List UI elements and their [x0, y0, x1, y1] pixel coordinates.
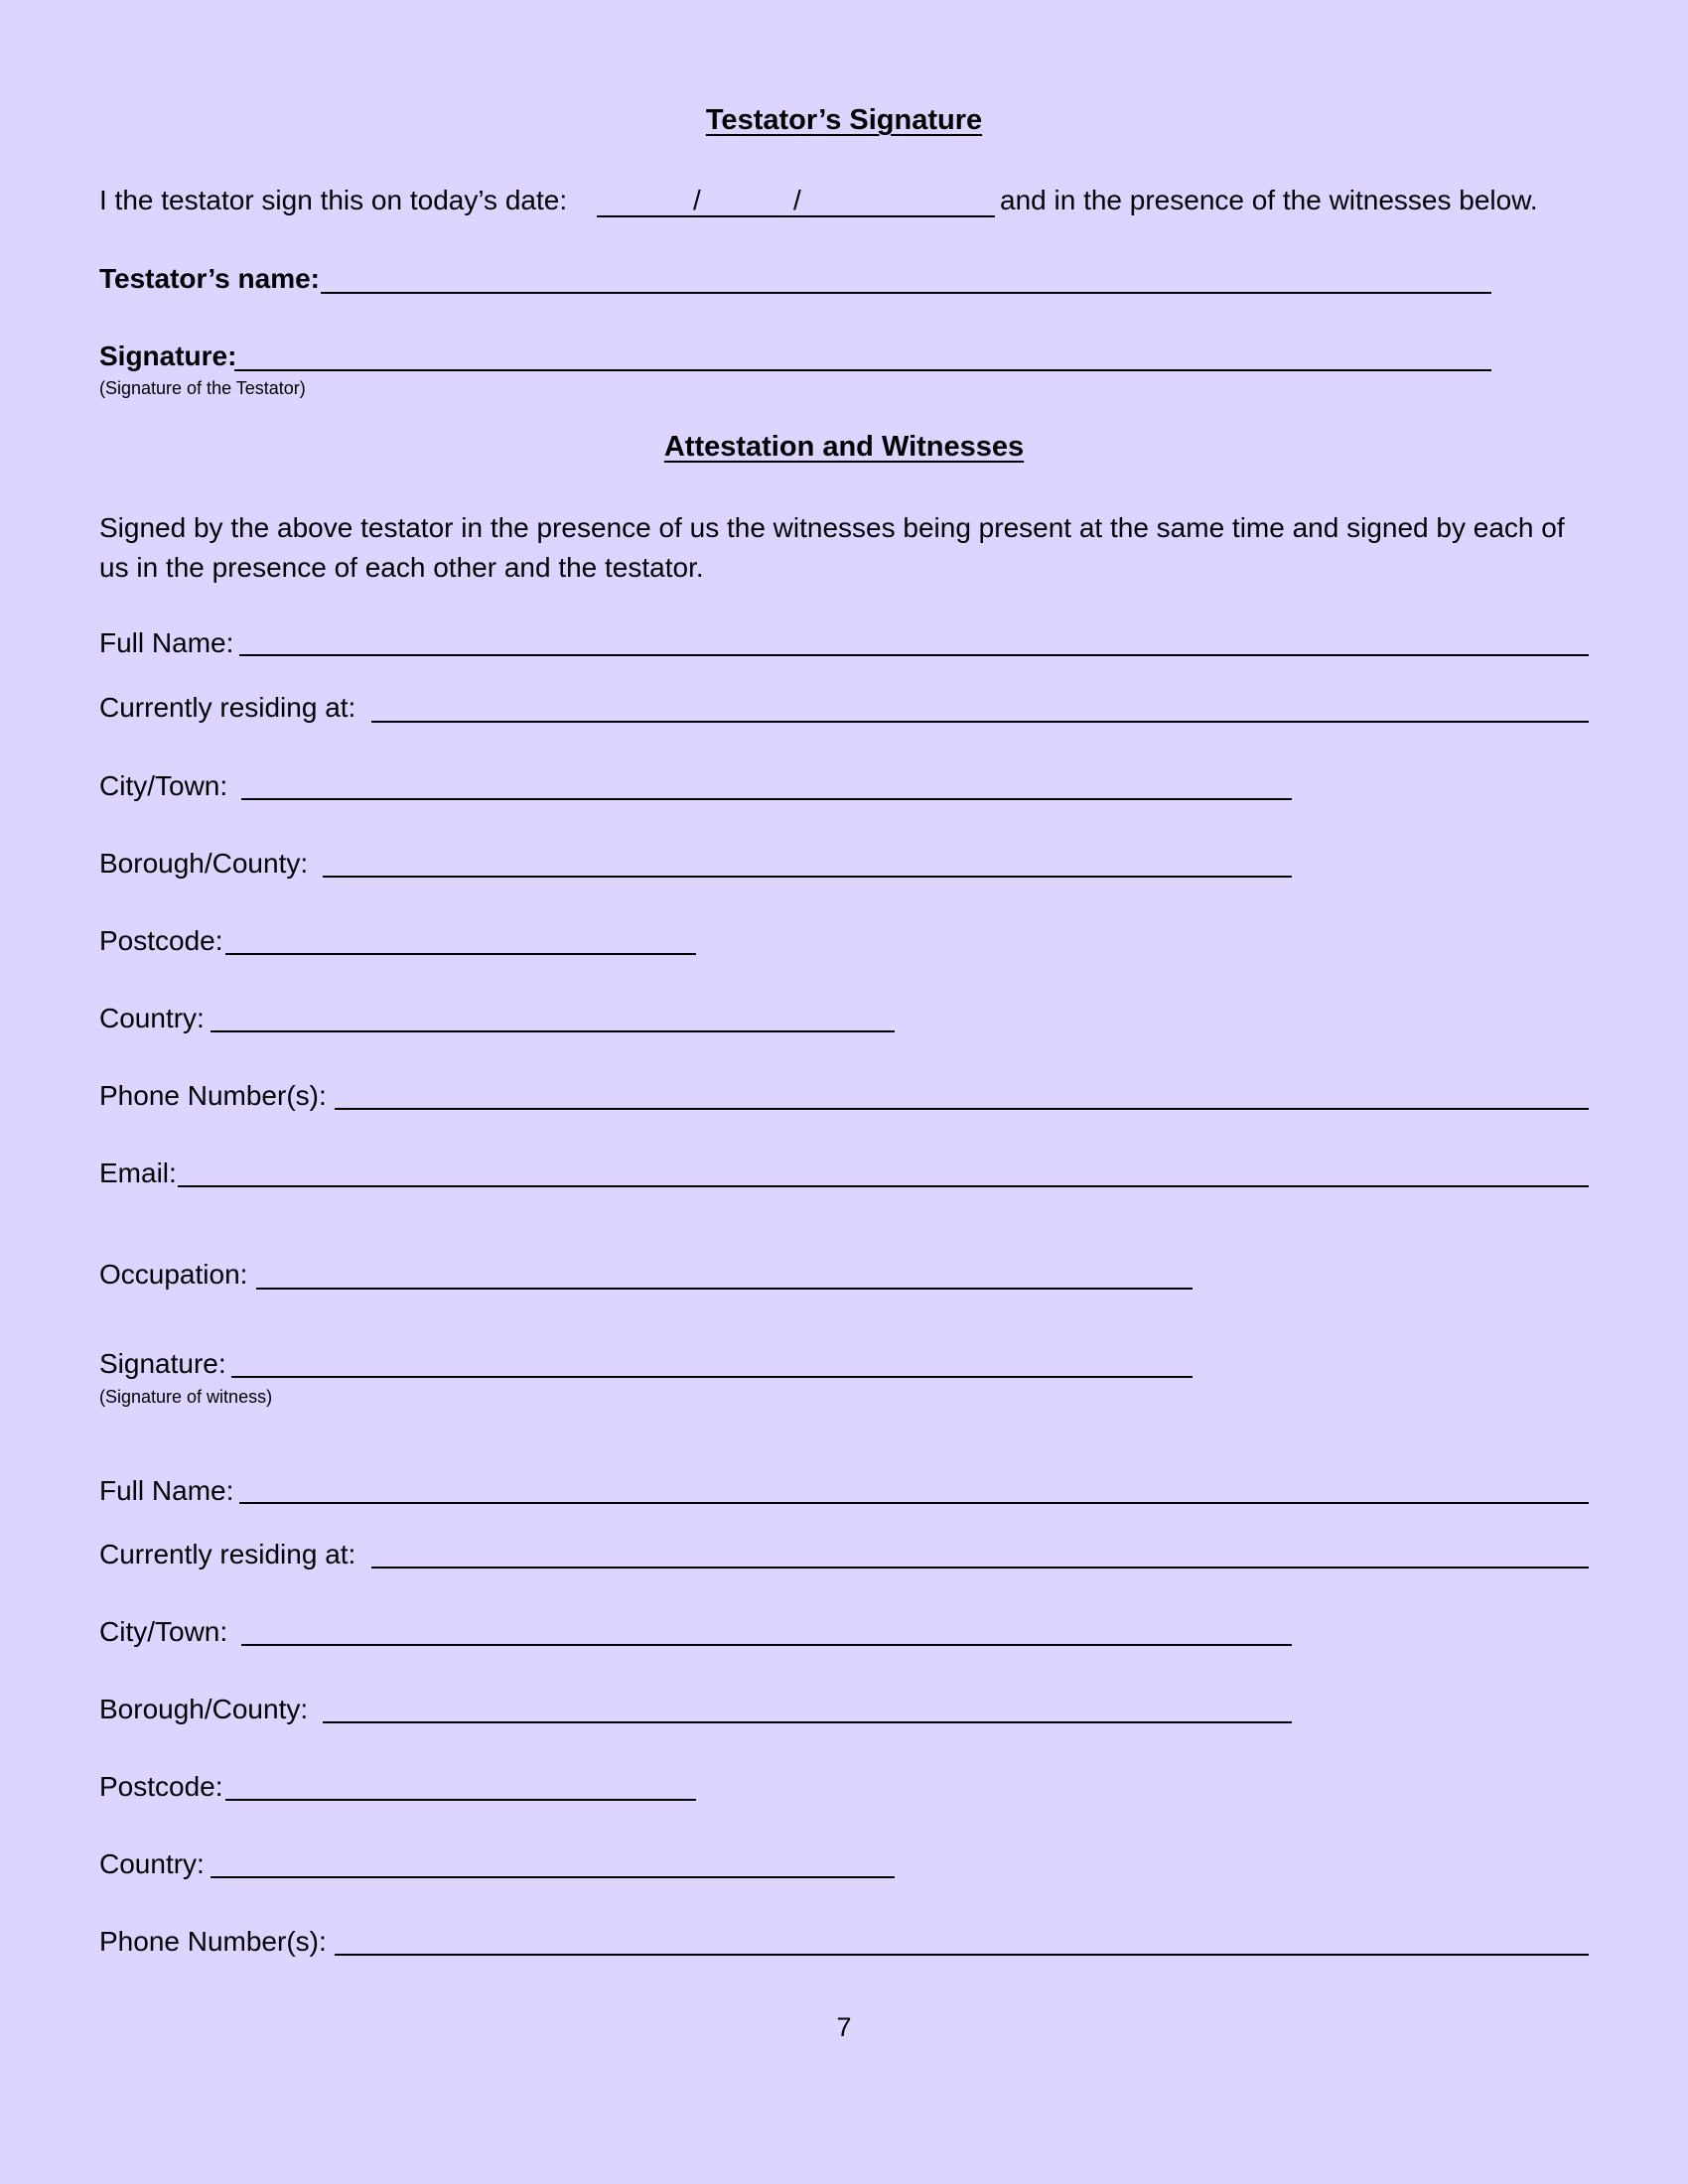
witness1-phone-label: Phone Number(s): — [99, 1080, 327, 1111]
witness2-phone-field[interactable] — [335, 1954, 1589, 1956]
witness2-residing-field[interactable] — [371, 1567, 1589, 1569]
testator-signature-label: Signature: — [99, 341, 237, 371]
witness1-residing-label: Currently residing at: — [99, 692, 356, 723]
witness1-borough-field[interactable] — [323, 876, 1292, 878]
attestation-heading: Attestation and Witnesses — [663, 431, 1025, 463]
witness2-borough-label: Borough/County: — [99, 1694, 309, 1724]
testator-heading: Testator’s Signature — [705, 104, 983, 136]
date-prefix: I the testator sign this on today’s date: — [99, 185, 568, 215]
witness1-full-name-label: Full Name: — [99, 627, 234, 658]
witness2-country-field[interactable] — [211, 1876, 895, 1878]
date-separator-1: / — [693, 185, 701, 215]
witness1-city-field[interactable] — [241, 798, 1292, 800]
testator-signature-note: (Signature of the Testator) — [99, 378, 306, 398]
witness2-borough-field[interactable] — [323, 1721, 1292, 1723]
testator-signature-field[interactable] — [234, 369, 1491, 371]
witness2-postcode-field[interactable] — [225, 1799, 696, 1801]
testator-name-field[interactable] — [321, 292, 1491, 294]
witness2-country-label: Country: — [99, 1848, 205, 1879]
witness1-email-field[interactable] — [178, 1185, 1589, 1187]
witness1-full-name-field[interactable] — [239, 654, 1589, 656]
attestation-paragraph: Signed by the above testator in the presence of us the witnesses being present at the same time and signed by each of us in the presence of each other and the testator. — [99, 512, 1565, 583]
witness1-phone-field[interactable] — [335, 1108, 1589, 1110]
witness2-residing-label: Currently residing at: — [99, 1539, 356, 1570]
witness1-residing-field[interactable] — [371, 721, 1589, 723]
date-separator-2: / — [793, 185, 801, 215]
witness1-occupation-field[interactable] — [256, 1288, 1193, 1290]
witness2-full-name-field[interactable] — [239, 1502, 1589, 1504]
date-suffix: and in the presence of the witnesses below. — [1000, 185, 1538, 215]
witness1-city-label: City/Town: — [99, 770, 228, 801]
witness1-signature-note: (Signature of witness) — [99, 1387, 273, 1407]
witness2-city-label: City/Town: — [99, 1616, 228, 1647]
witness1-country-field[interactable] — [211, 1030, 895, 1032]
witness1-occupation-label: Occupation: — [99, 1259, 248, 1290]
witness1-borough-label: Borough/County: — [99, 848, 309, 879]
testator-name-label: Testator’s name: — [99, 263, 320, 294]
witness1-signature-field[interactable] — [231, 1376, 1193, 1378]
witness1-postcode-label: Postcode: — [99, 925, 223, 956]
witness2-postcode-label: Postcode: — [99, 1771, 223, 1802]
witness1-postcode-field[interactable] — [225, 953, 696, 955]
witness1-signature-label: Signature: — [99, 1348, 226, 1379]
witness2-phone-label: Phone Number(s): — [99, 1926, 327, 1957]
witness2-full-name-label: Full Name: — [99, 1475, 234, 1506]
witness1-country-label: Country: — [99, 1003, 205, 1033]
witness2-city-field[interactable] — [241, 1644, 1292, 1646]
page-number: 7 — [836, 2012, 852, 2042]
witness1-email-label: Email: — [99, 1158, 177, 1188]
